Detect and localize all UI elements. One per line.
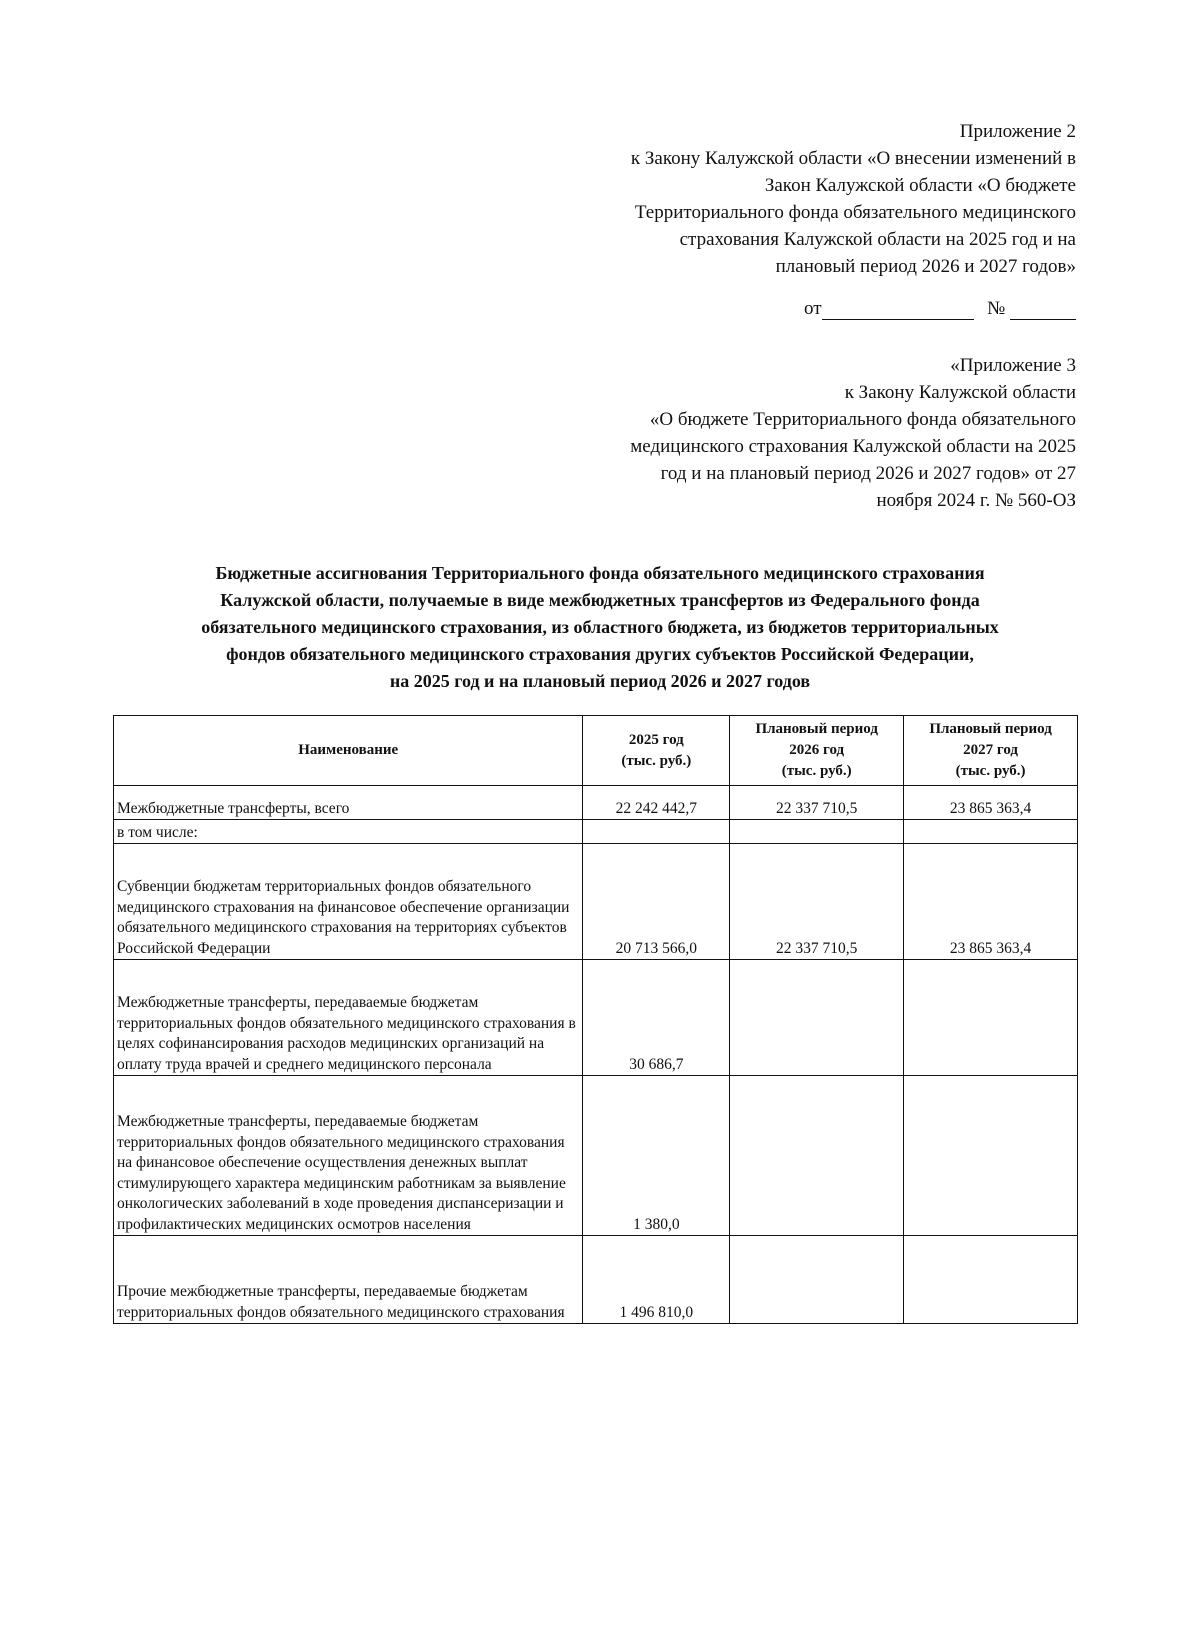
header-2025-year: 2025 год [628, 731, 684, 748]
annex-line: Приложение 2 [959, 121, 1076, 142]
header-2026-year: 2026 год [789, 742, 845, 758]
header-2025 [583, 716, 730, 786]
row-value-2027: 23 865 363,4 [904, 844, 1078, 960]
table-row [114, 1076, 1078, 1236]
header-2025-unit: (тыс. руб.) [621, 752, 692, 769]
from-label: от [804, 298, 822, 319]
title-line: фондов обязательного медицинского страхования других субъектов Российской Федерации, [226, 644, 974, 664]
prior-annex-line: «Приложение 3 [950, 355, 1076, 376]
row-name: Прочие межбюджетные трансферты, передаваемые бюджетам территориальных фондов обязательного медицинского страхования [114, 1236, 583, 1324]
number-label: № [987, 298, 1006, 319]
table-row [114, 1236, 1078, 1324]
prior-annex-line: год и на плановый период 2026 и 2027 годов» от 27 [660, 463, 1076, 484]
header-2027-period: Плановый период [929, 721, 1052, 737]
row-value-2027 [904, 960, 1078, 1076]
date-number-line [804, 298, 1076, 320]
table-row [114, 960, 1078, 1076]
prior-annex-line: «О бюджете Территориального фонда обязательного [649, 409, 1076, 430]
title-line: обязательного медицинского страхования, из областного бюджета, из бюджетов территориальных [201, 617, 999, 637]
table-row [114, 844, 1078, 960]
table-header-row [114, 716, 1078, 786]
table-row [114, 786, 1078, 820]
row-value-2026: 22 337 710,5 [730, 786, 904, 820]
annex-line: к Закону Калужской области «О внесении изменений в [630, 148, 1076, 169]
row-value-2025 [583, 820, 730, 844]
header-2027-year: 2027 год [963, 742, 1018, 758]
row-value-2026 [730, 820, 904, 844]
row-value-2026 [730, 1076, 904, 1236]
row-value-2027 [904, 820, 1078, 844]
row-name: Межбюджетные трансферты, передаваемые бюджетам территориальных фондов обязательного медицинского страхования в целях софинансирования расходов медицинских организаций на оплату труда врачей и среднего медицинского персонала [114, 960, 583, 1076]
row-name: Межбюджетные трансферты, всего [114, 786, 583, 820]
row-value-2026 [730, 960, 904, 1076]
prior-annex-line: медицинского страхования Калужской области на 2025 [630, 436, 1076, 457]
annex-line: Закон Калужской области «О бюджете [764, 175, 1076, 196]
prior-annex-line: ноября 2024 г. № 560-ОЗ [876, 490, 1076, 511]
row-value-2025: 1 380,0 [583, 1076, 730, 1236]
date-blank [822, 301, 974, 320]
header-2026 [730, 716, 904, 786]
header-2027-unit: (тыс. руб.) [955, 763, 1026, 779]
prior-annex-line: к Закону Калужской области [844, 382, 1076, 403]
annex-line: страхования Калужской области на 2025 год и на [679, 229, 1076, 250]
row-value-2025: 20 713 566,0 [583, 844, 730, 960]
row-value-2027: 23 865 363,4 [904, 786, 1078, 820]
title-line: Бюджетные ассигнования Территориального фонда обязательного медицинского страхования [215, 563, 985, 583]
appropriations-table [113, 715, 1078, 1324]
row-value-2025: 1 496 810,0 [583, 1236, 730, 1324]
document-title [100, 560, 1100, 695]
title-line: Калужской области, получаемые в виде межбюджетных трансфертов из Федерального фонда [220, 590, 980, 610]
row-name: в том числе: [114, 820, 583, 844]
number-blank [1010, 301, 1076, 320]
row-value-2025: 22 242 442,7 [583, 786, 730, 820]
prior-annex-header [556, 352, 1076, 514]
row-name: Субвенции бюджетам территориальных фондов обязательного медицинского страхования на финансовое обеспечение организации обязательного медицинского страхования на территориях субъектов Российской Федерации [114, 844, 583, 960]
annex-line: Территориального фонда обязательного медицинского [634, 202, 1076, 223]
row-value-2026: 22 337 710,5 [730, 844, 904, 960]
annex-header [556, 118, 1076, 280]
table-row [114, 820, 1078, 844]
row-name: Межбюджетные трансферты, передаваемые бюджетам территориальных фондов обязательного медицинского страхования на финансовое обеспечение осуществления денежных выплат стимулирующего характера медицинским работникам за выявление онкологических заболеваний в ходе проведения диспансеризации и профилактических медицинских осмотров населения [114, 1076, 583, 1236]
row-value-2026 [730, 1236, 904, 1324]
header-name: Наименование [114, 716, 583, 786]
annex-line: плановый период 2026 и 2027 годов» [775, 256, 1076, 277]
header-2026-period: Плановый период [755, 721, 878, 737]
row-value-2025: 30 686,7 [583, 960, 730, 1076]
title-line: на 2025 год и на плановый период 2026 и 2027 годов [389, 671, 811, 691]
row-value-2027 [904, 1076, 1078, 1236]
header-2027 [904, 716, 1078, 786]
header-2026-unit: (тыс. руб.) [781, 763, 852, 779]
row-value-2027 [904, 1236, 1078, 1324]
